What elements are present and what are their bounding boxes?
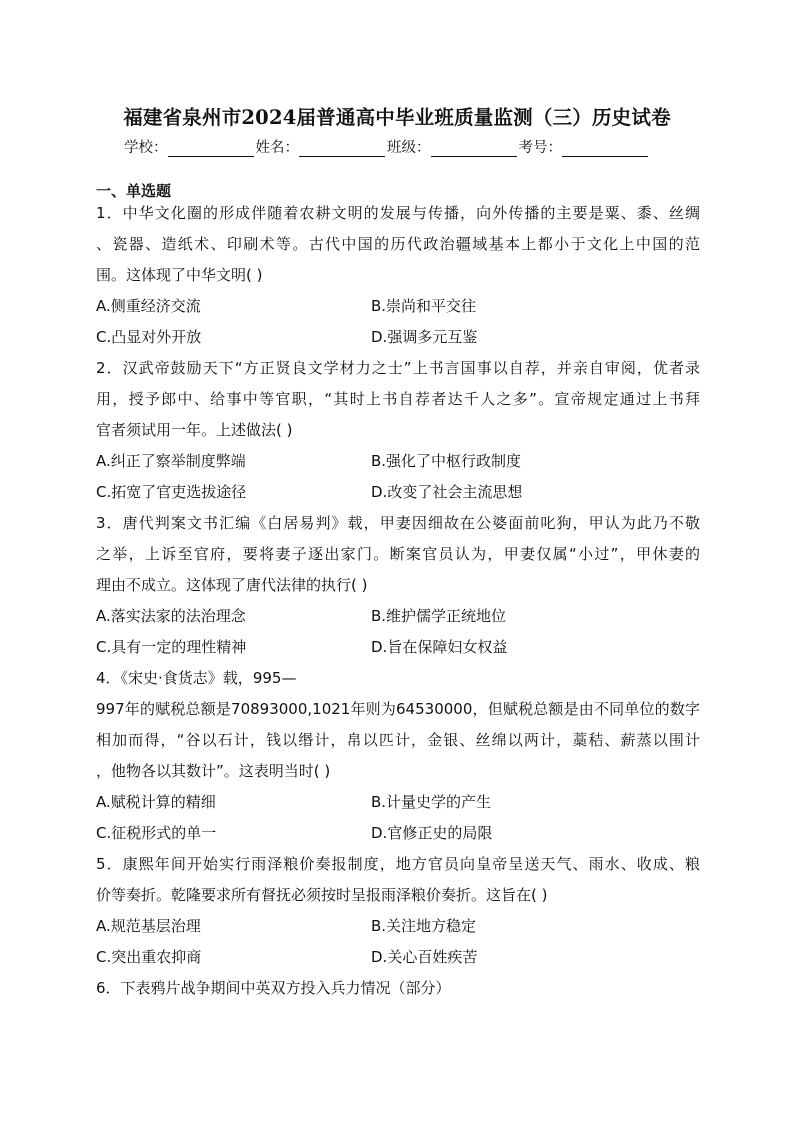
- question-text-line: 相加而得，“谷以石计，钱以缗计，帛以匹计，金银、丝绵以两计，藁秸、薪蒸以围计: [96, 731, 700, 749]
- exam-number-blank[interactable]: [562, 142, 648, 157]
- option-d[interactable]: D.改变了社会主流思想: [371, 483, 523, 501]
- questions-container: [96, 198, 700, 1004]
- option-row: [96, 322, 700, 353]
- option-b[interactable]: B.崇尚和平交往: [371, 297, 477, 315]
- question-text-line: 2．汉武帝鼓励天下“方正贤良文学材力之士”上书言国事以自荐，并亲自审阅，优者录: [96, 359, 700, 377]
- question-text-line: 价等奏折。乾隆要求所有督抚必须按时呈报雨泽粮价奏折。这旨在( ): [96, 886, 548, 904]
- option-d[interactable]: D.官修正史的局限: [371, 824, 493, 842]
- option-d[interactable]: D.强调多元互鉴: [371, 328, 478, 346]
- option-a[interactable]: A.规范基层治理: [96, 917, 201, 935]
- question-text-line: ，他物各以其数计”。这表明当时( ): [96, 762, 331, 780]
- option-c[interactable]: C.突出重农抑商: [96, 948, 202, 966]
- option-a[interactable]: A.赋税计算的精细: [96, 793, 216, 811]
- question-text-line: 、瓷器、造纸术、印刷术等。古代中国的历代政治疆域基本上都小于文化上中国的范: [96, 235, 700, 253]
- option-c[interactable]: C.凸显对外开放: [96, 328, 202, 346]
- question-text-line: 6．下表鸦片战争期间中英双方投入兵力情况（部分）: [96, 979, 451, 997]
- class-blank[interactable]: [431, 142, 517, 157]
- question-6: [96, 973, 700, 1004]
- school-label: 学校：: [124, 140, 168, 156]
- option-b[interactable]: B.计量史学的产生: [371, 793, 492, 811]
- option-c[interactable]: C.拓宽了官吏选拔途径: [96, 483, 247, 501]
- question-text-line: 3．唐代判案文书汇编《白居易判》载，甲妻因细故在公婆面前叱狗，甲认为此乃不敬: [96, 514, 700, 532]
- question-text-line: 围。这体现了中华文明( ): [96, 266, 263, 284]
- name-label: 姓名：: [255, 140, 299, 156]
- question-text-line: 之举，上诉至官府，要将妻子逐出家门。断案官员认为，甲妻仅属“小过”，甲休妻的: [96, 545, 700, 563]
- option-d[interactable]: D.旨在保障妇女权益: [371, 638, 508, 656]
- exam-number-label: 考号：: [518, 140, 562, 156]
- option-c[interactable]: C.征税形式的单一: [96, 824, 217, 842]
- option-row: [96, 446, 700, 477]
- question-5: [96, 849, 700, 973]
- section-heading: 一、单选题: [96, 182, 172, 200]
- question-text-line: 4．《宋史·食货志》载，995—: [96, 669, 297, 687]
- option-b[interactable]: B.强化了中枢行政制度: [371, 452, 522, 470]
- question-1: [96, 198, 700, 353]
- question-text-line: 5．康熙年间开始实行雨泽粮价奏报制度，地方官员向皇帝呈送天气、雨水、收成、粮: [96, 855, 700, 873]
- page-title: 福建省泉州市2024届普通高中毕业班质量监测（三）历史试卷: [123, 106, 671, 129]
- option-row: [96, 632, 700, 663]
- option-row: [96, 942, 700, 973]
- question-text-line: 1．中华文化圈的形成伴随着农耕文明的发展与传播，向外传播的主要是粟、黍、丝绸: [96, 204, 700, 222]
- question-3: [96, 508, 700, 663]
- school-blank[interactable]: [168, 142, 254, 157]
- option-row: [96, 601, 700, 632]
- option-row: [96, 818, 700, 849]
- option-row: [96, 911, 700, 942]
- option-a[interactable]: A.纠正了察举制度弊端: [96, 452, 246, 470]
- question-4: [96, 663, 700, 849]
- question-2: [96, 353, 700, 508]
- option-row: [96, 291, 700, 322]
- option-a[interactable]: A.落实法家的法治理念: [96, 607, 246, 625]
- question-text-line: 用，授予郎中、给事中等官职，“其时上书自荐者达千人之多”。宣帝规定通过上书拜: [96, 390, 700, 408]
- option-a[interactable]: A.侧重经济交流: [96, 297, 201, 315]
- option-b[interactable]: B.维护儒学正统地位: [371, 607, 507, 625]
- question-text-line: 官者须试用一年。上述做法( ): [96, 421, 293, 439]
- option-row: [96, 477, 700, 508]
- question-text-line: 理由不成立。这体现了唐代法律的执行( ): [96, 576, 368, 594]
- student-info-line: [124, 136, 650, 157]
- question-text-line: 997年的赋税总额是70893000,1021年则为64530000，但赋税总额是由不同单位的数字: [96, 700, 700, 718]
- option-c[interactable]: C.具有一定的理性精神: [96, 638, 247, 656]
- name-blank[interactable]: [299, 142, 385, 157]
- option-row: [96, 787, 700, 818]
- class-label: 班级：: [387, 140, 431, 156]
- option-b[interactable]: B.关注地方稳定: [371, 917, 477, 935]
- option-d[interactable]: D.关心百姓疾苦: [371, 948, 478, 966]
